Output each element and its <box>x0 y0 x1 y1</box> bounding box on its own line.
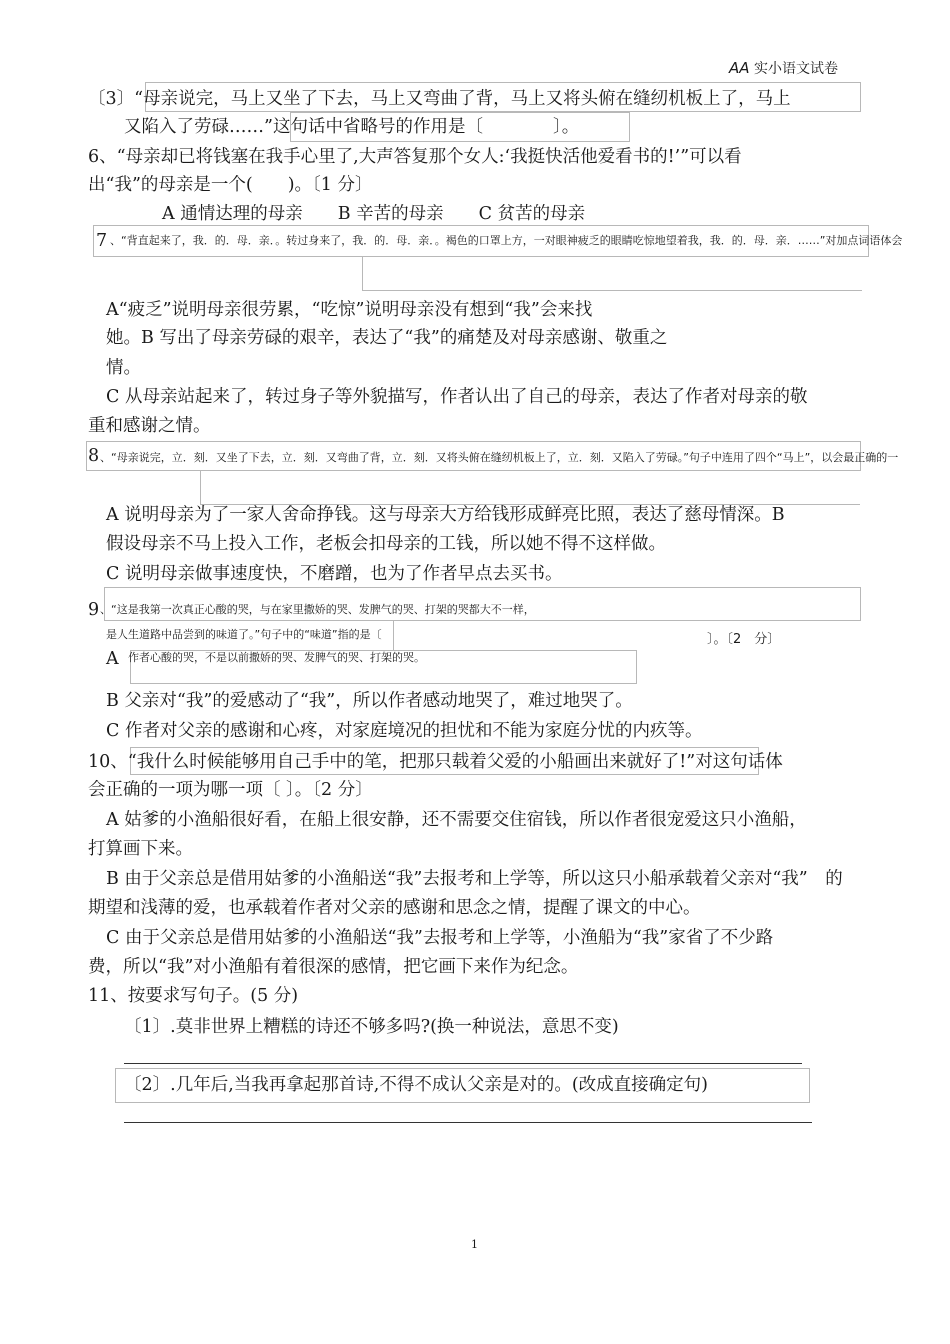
q8-option-a-line2: 假设母亲不马上投入工作，老板会扣母亲的工钱，所以她不得不这样做。 <box>106 534 666 554</box>
q10-line2: 会正确的一项为哪一项〔 〕。〔2 分〕 <box>88 780 373 800</box>
q7-option-c-line2: 重和感谢之情。 <box>88 416 211 436</box>
q11-sentence2: 〔2〕.几年后,当我再拿起那首诗,不得不成认父亲是对的。(改成直接确定句) <box>124 1075 708 1095</box>
q10-option-a-line1: A 姑爹的小渔船很好看，在船上很安静，还不需要交住宿钱，所以作者很宠爱这只小渔船， <box>106 810 807 830</box>
q9-option-b: B 父亲对“我”的爱感动了“我”，所以作者感动地哭了，难过地哭了。 <box>106 691 633 711</box>
q7-number: 7 <box>96 231 108 251</box>
header-title: 实小语文试卷 <box>754 61 838 77</box>
q6-options: A 通情达理的母亲 B 辛苦的母亲 C 贫苦的母亲 <box>162 204 586 224</box>
q11-answer-line2[interactable] <box>124 1122 812 1123</box>
q9-option-a-text: 作者心酸的哭，不是以前撒娇的哭、发脾气的哭、打架的哭。 <box>128 651 425 664</box>
q9-option-a-label: A <box>106 649 119 669</box>
header-logo-abbr: AA <box>729 59 750 77</box>
q9-number: 9 <box>88 600 100 620</box>
q8-number: 8 <box>88 446 100 466</box>
q8-option-c: C 说明母亲做事速度快，不磨蹭，也为了作者早点去买书。 <box>106 564 563 584</box>
q7-option-a-line2: 她。B 写出了母亲劳碌的艰辛，表达了“我”的痛楚及对母亲感谢、敬重之 <box>106 328 668 348</box>
q10-option-b-line1: B 由于父亲总是借用姑爹的小渔船送“我”去报考和上学等，所以这只小船承载着父亲对“我” 的 <box>106 869 843 889</box>
q11-answer-line1[interactable] <box>124 1063 802 1064</box>
q7-stem: 、“背直起来了，我．的．母．亲．。转过身来了，我．的．母．亲．。褐色的口罩上方，一对眼神疲乏的眼睛吃惊地望着我，我．的．母．亲．……”对加点词语体会 <box>110 234 903 247</box>
page-number: 1 <box>471 1238 478 1251</box>
page-header <box>729 58 838 78</box>
q8-option-a-line1: A 说明母亲为了一家人舍命挣钱。这与母亲大方给钱形成鲜亮比照，表达了慈母情深。B <box>106 505 785 525</box>
q9-stem-line2: 是人生道路中品尝到的味道了。”句子中的“味道”指的是〔 <box>106 628 382 641</box>
q11-title: 11、按要求写句子。(5 分) <box>88 986 299 1006</box>
q6-line2: 出“我”的母亲是一个( )。〔1 分〕 <box>88 175 373 195</box>
q10-option-c-line1: C 由于父亲总是借用姑爹的小渔船送“我”去报考和上学等，小渔船为“我”家省了不少路 <box>106 928 774 948</box>
q7-option-c-line1: C 从母亲站起来了，转过身子等外貌描写，作者认出了自己的母亲，表达了作者对母亲的敬 <box>106 387 808 407</box>
q10-option-a-line2: 打算画下来。 <box>88 839 193 859</box>
q9-option-c: C 作者对父亲的感谢和心疼，对家庭境况的担忧和不能为家庭分忧的内疚等。 <box>106 721 703 741</box>
q7-option-a-line3: 情。 <box>106 358 141 378</box>
q3-line1: 〔3〕“母亲说完，马上又坐了下去，马上又弯曲了背，马上又将头俯在缝纫机板上了，马上 <box>88 89 791 109</box>
q6-line1: 6、“母亲却已将钱塞在我手心里了,大声答复那个女人:‘我挺快活他爱看书的!’”可以看 <box>88 147 742 167</box>
q9-score: 〕。〔2 分〕 <box>707 632 781 647</box>
q10-option-b-line2: 期望和浅薄的爱，也承载着作者对父亲的感谢和思念之情，提醒了课文的中心。 <box>88 898 701 918</box>
q8-stem: 、“母亲说完，立．刻．又坐了下去，立．刻．又弯曲了背，立．刻．又将头俯在缝纫机板上了，立．刻．又陷入了劳碌。”句子中连用了四个“马上”，以会最正确的一 <box>100 451 899 464</box>
q7-option-a-line1: A“疲乏”说明母亲很劳累，“吃惊”说明母亲没有想到“我”会来找 <box>106 300 593 320</box>
q10-option-c-line2: 费，所以“我”对小渔船有着很深的感情，把它画下来作为纪念。 <box>88 957 579 977</box>
q11-sentence1: 〔1〕.莫非世界上糟糕的诗还不够多吗?(换一种说法，意思不变) <box>124 1017 619 1037</box>
q10-line1: 10、“我什么时候能够用自己手中的笔，把那只载着父爱的小船画出来就好了!”对这句话体 <box>88 752 783 772</box>
q3-line2: 又陷入了劳碌……”这句话中省略号的作用是〔 〕。 <box>124 117 580 137</box>
q9-stem-line1: 、“这是我第一次真正心酸的哭，与在家里撒娇的哭、发脾气的哭、打架的哭都大不一样， <box>100 603 535 616</box>
